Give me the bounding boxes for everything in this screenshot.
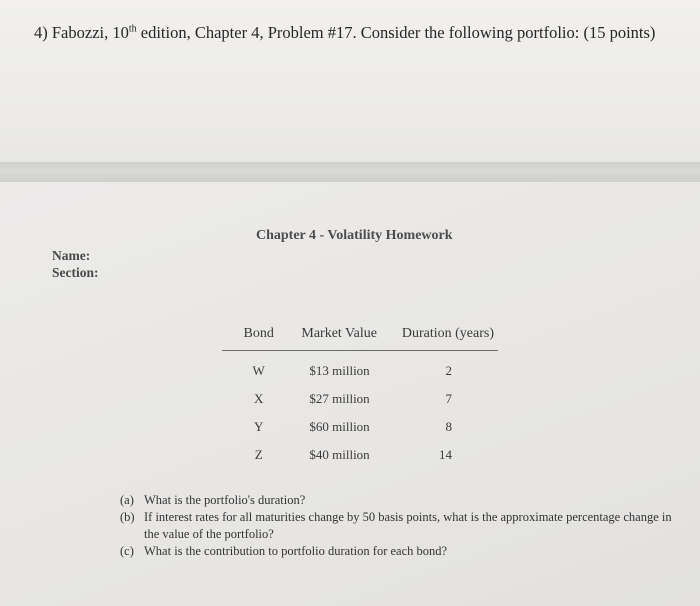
- duration-cell: 14: [439, 447, 452, 462]
- question-a: [120, 492, 684, 509]
- table-header-row: [222, 326, 498, 351]
- bond-cell: Z: [254, 447, 263, 462]
- market-value-cell: $60 million: [309, 419, 370, 434]
- bond-cell: X: [253, 391, 264, 406]
- name-label: Name:: [52, 248, 91, 263]
- market-value-cell: $27 million: [309, 391, 370, 406]
- question-c: [120, 543, 684, 560]
- header-duration: Duration (years): [402, 326, 498, 351]
- header-market-value: Market Value: [295, 326, 401, 351]
- question-text: What is the contribution to portfolio duration for each bond?: [144, 544, 448, 558]
- homework-title: Chapter 4 - Volatility Homework: [256, 228, 453, 243]
- market-value-cell: $40 million: [309, 447, 370, 462]
- page-separator: [0, 162, 700, 182]
- question-list: [120, 492, 684, 560]
- problem-suffix: edition, Chapter 4, Problem #17. Consider the following portfolio: (15 points): [136, 23, 656, 42]
- problem-prefix: 4) Fabozzi, 10: [34, 23, 129, 42]
- section-label: Section:: [52, 265, 99, 280]
- question-text: If interest rates for all maturities change by 50 basis points, what is the approximate percentage change in the value of the portfolio?: [144, 510, 672, 541]
- market-value-cell: $13 million: [309, 363, 370, 378]
- table-row: [222, 351, 498, 386]
- header-bond: Bond: [222, 326, 295, 351]
- problem-superscript: th: [128, 23, 137, 35]
- bond-table: [222, 326, 498, 469]
- table-row: [222, 413, 498, 441]
- duration-cell: 2: [445, 363, 452, 378]
- bond-cell: W: [252, 363, 265, 378]
- bond-cell: Y: [253, 419, 264, 434]
- duration-cell: 7: [445, 391, 452, 406]
- question-text: What is the portfolio's duration?: [144, 493, 306, 507]
- question-label: (a): [120, 493, 134, 507]
- problem-statement: [34, 23, 655, 43]
- question-b: [120, 509, 684, 543]
- table-row: [222, 441, 498, 469]
- question-label: (c): [120, 544, 134, 558]
- table-row: [222, 385, 498, 413]
- duration-cell: 8: [445, 419, 452, 434]
- question-label: (b): [120, 510, 135, 524]
